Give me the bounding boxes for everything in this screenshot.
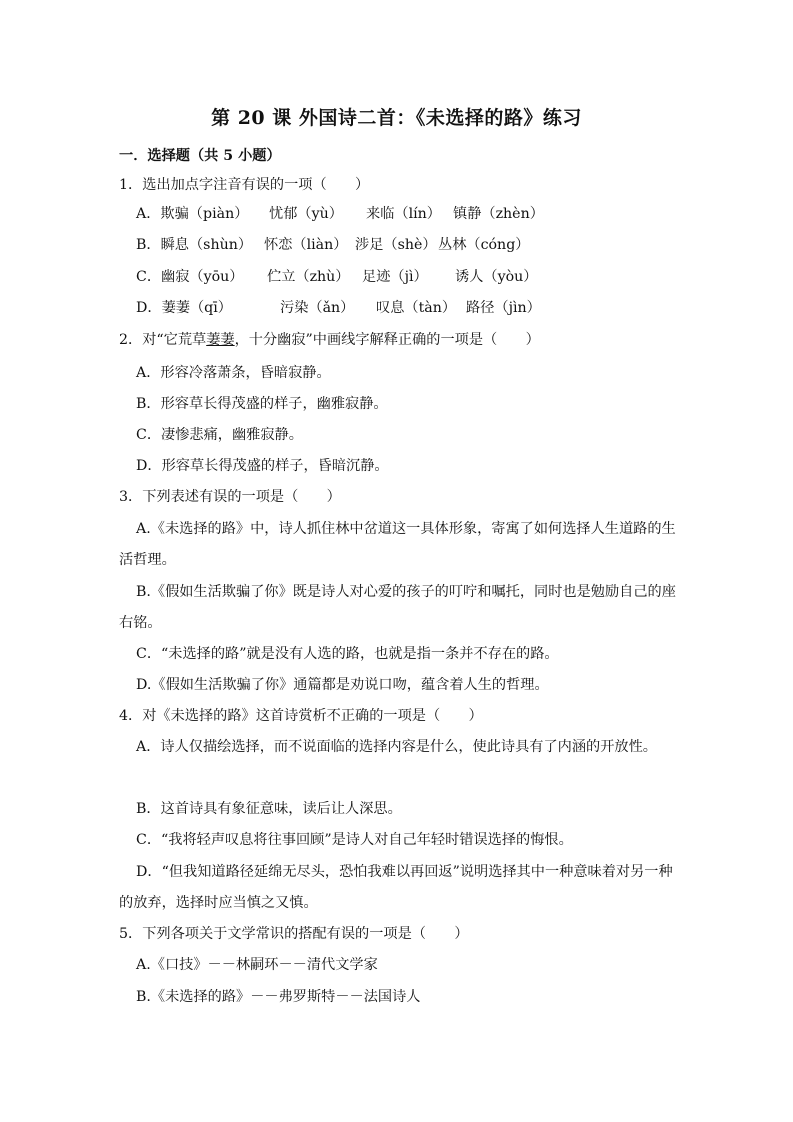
- q1-d-4: 路径（jìn）: [466, 300, 541, 316]
- q3-stem: 3．下列表述有误的一项是（ ）: [119, 489, 341, 505]
- q1-d-2: 污染（ǎn）: [280, 300, 355, 316]
- q4-option-d-line2: 的放弃，选择时应当慎之又慎。: [119, 895, 318, 911]
- q4-option-c: C．“我将轻声叹息将往事回顾”是诗人对自己年轻时错误选择的悔恨。: [136, 832, 573, 848]
- q3-option-a-line2: 活哲理。: [119, 552, 176, 568]
- q1-c-2: 伫立（zhù）: [267, 269, 350, 285]
- q4-option-b: B．这首诗具有象征意味，读后让人深思。: [136, 801, 402, 817]
- q1-b-1: B．瞬息（shùn）: [136, 237, 253, 253]
- q1-d-3: 叹息（tàn）: [376, 300, 457, 316]
- q2-option-c: C．凄惨悲痛，幽雅寂静。: [136, 427, 303, 443]
- q1-b-2: 怀恋（liàn）: [264, 237, 348, 253]
- q1-a-1: A．欺骗（piàn）: [136, 206, 249, 222]
- q1-d-1: D．萋萋（qī）: [136, 300, 232, 316]
- q1-c-4: 诱人（yòu）: [455, 269, 538, 285]
- q4-stem: 4．对《未选择的路》这首诗赏析不正确的一项是（ ）: [119, 708, 483, 724]
- q3-option-a-line1: A.《未选择的路》中，诗人抓住林中岔道这一具体形象，寄寓了如何选择人生道路的生: [136, 521, 676, 537]
- q2-option-b: B．形容草长得茂盛的样子，幽雅寂静。: [136, 396, 388, 412]
- q1-a-2: 忧郁（yù）: [269, 206, 343, 222]
- q3-option-b-line1: B.《假如生活欺骗了你》既是诗人对心爱的孩子的叮咛和嘱托，同时也是勉励自己的座: [136, 584, 676, 600]
- q2-stem-post: ，十分幽寂”中画线字解释正确的一项是（ ）: [234, 332, 540, 348]
- q3-option-b-line2: 右铭。: [119, 615, 162, 631]
- q2-option-d: D．形容草长得茂盛的样子，昏暗沉静。: [136, 458, 389, 474]
- q2-stem-underlined: 萋萋: [206, 332, 235, 348]
- q5-stem: 5．下列各项关于文学常识的搭配有误的一项是（ ）: [119, 926, 469, 942]
- q1-a-4: 镇静（zhèn）: [453, 206, 544, 222]
- q1-b-3: 涉足（shè）: [355, 237, 437, 253]
- q1-c-3: 足迹（jì）: [362, 269, 428, 285]
- q4-option-d-line1: D．“但我知道路径延绵无尽头，恐怕我难以再回返”说明选择其中一种意味着对另一种: [136, 864, 673, 880]
- page-title: 第 20 课 外国诗二首：《未选择的路》练习: [211, 107, 582, 129]
- q2-stem: [119, 330, 540, 350]
- q1-a-3: 来临（lín）: [366, 206, 441, 222]
- q1-b-4: 丛林（cóng）: [438, 237, 530, 253]
- section-heading: 一．选择题（共 5 小题）: [119, 148, 281, 164]
- q5-option-b: B.《未选择的路》－－弗罗斯特－－法国诗人: [136, 989, 421, 1005]
- q1-c-1: C．幽寂（yōu）: [136, 269, 244, 285]
- q4-option-a: A．诗人仅描绘选择，而不说面临的选择内容是什么，使此诗具有了内涵的开放性。: [136, 739, 657, 755]
- q3-option-c: C．“未选择的路”就是没有人选的路，也就是指一条并不存在的路。: [136, 646, 559, 662]
- q1-stem: 1．选出加点字注音有误的一项（ ）: [119, 177, 370, 193]
- q3-option-d: D.《假如生活欺骗了你》通篇都是劝说口吻，蕴含着人生的哲理。: [136, 677, 549, 693]
- q2-stem-pre: 2．对“它荒草: [119, 332, 207, 348]
- q2-option-a: A．形容冷落萧条，昏暗寂静。: [136, 365, 331, 381]
- q5-option-a: A.《口技》－－林嗣环－－清代文学家: [136, 957, 378, 973]
